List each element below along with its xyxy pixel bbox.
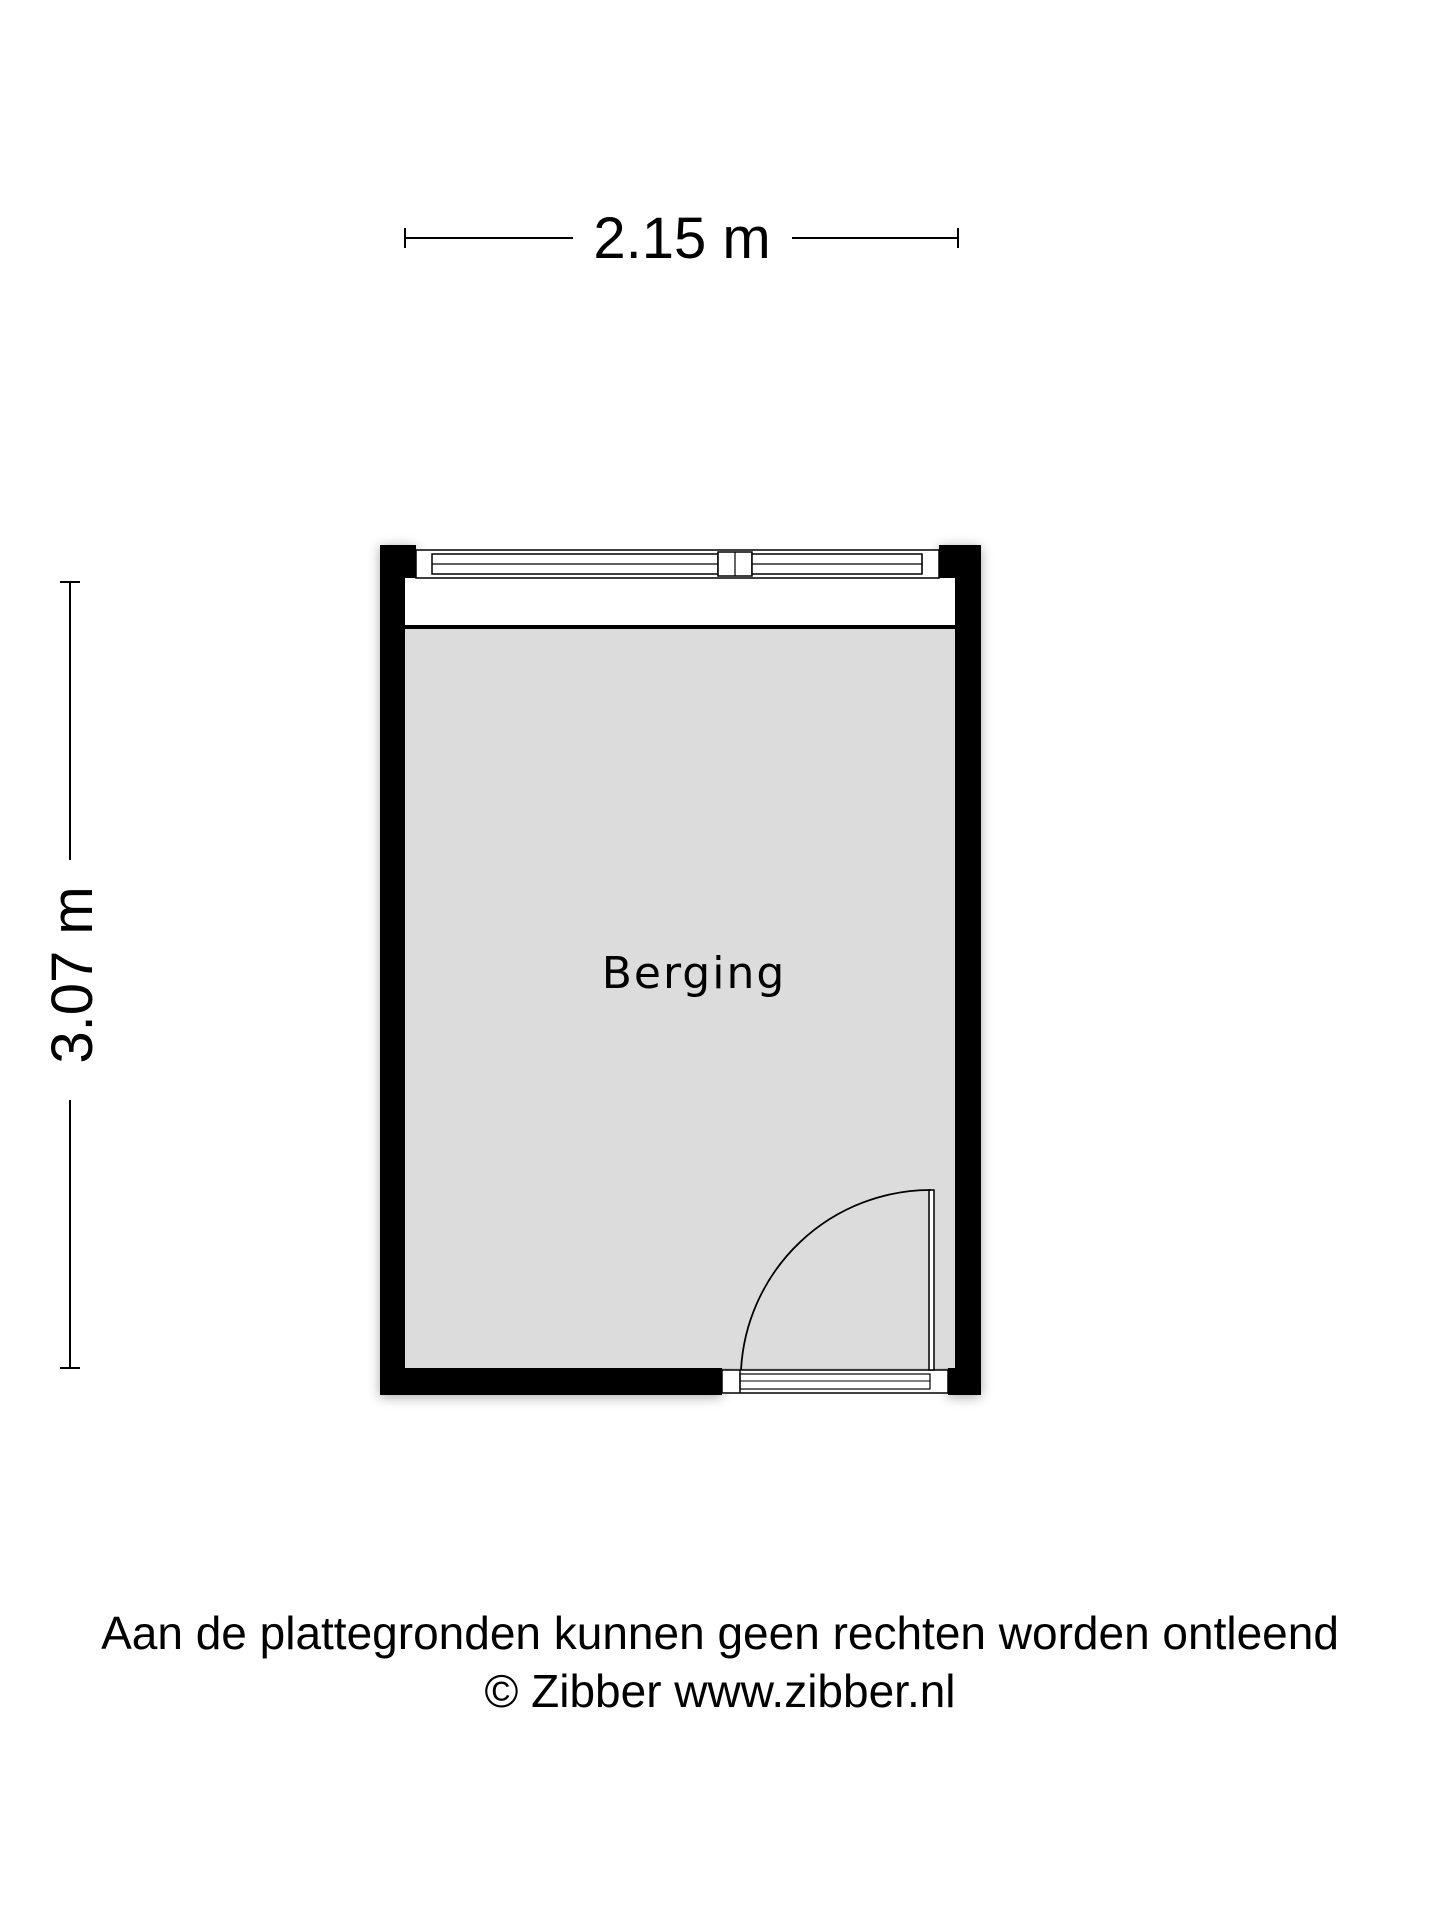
window-sill-strip: [405, 578, 955, 626]
depth-dimension: [40, 582, 105, 1368]
footer-copyright: © Zibber www.zibber.nl: [484, 1665, 956, 1717]
wall-bottom-left: [380, 1368, 722, 1395]
width-label: 2.15 m: [593, 206, 771, 271]
wall-left: [380, 545, 405, 1395]
wall-bottom-right: [948, 1368, 981, 1395]
wall-top-right: [939, 545, 981, 578]
wall-top-left: [380, 545, 416, 578]
width-dimension: [405, 206, 958, 271]
door-leaf: [929, 1190, 934, 1370]
wall-right: [955, 545, 981, 1395]
window: [416, 550, 939, 578]
depth-label: 3.07 m: [40, 886, 105, 1064]
room-label: Berging: [601, 948, 787, 999]
footer-disclaimer: Aan de plattegronden kunnen geen rechten worden ontleend: [101, 1607, 1339, 1659]
